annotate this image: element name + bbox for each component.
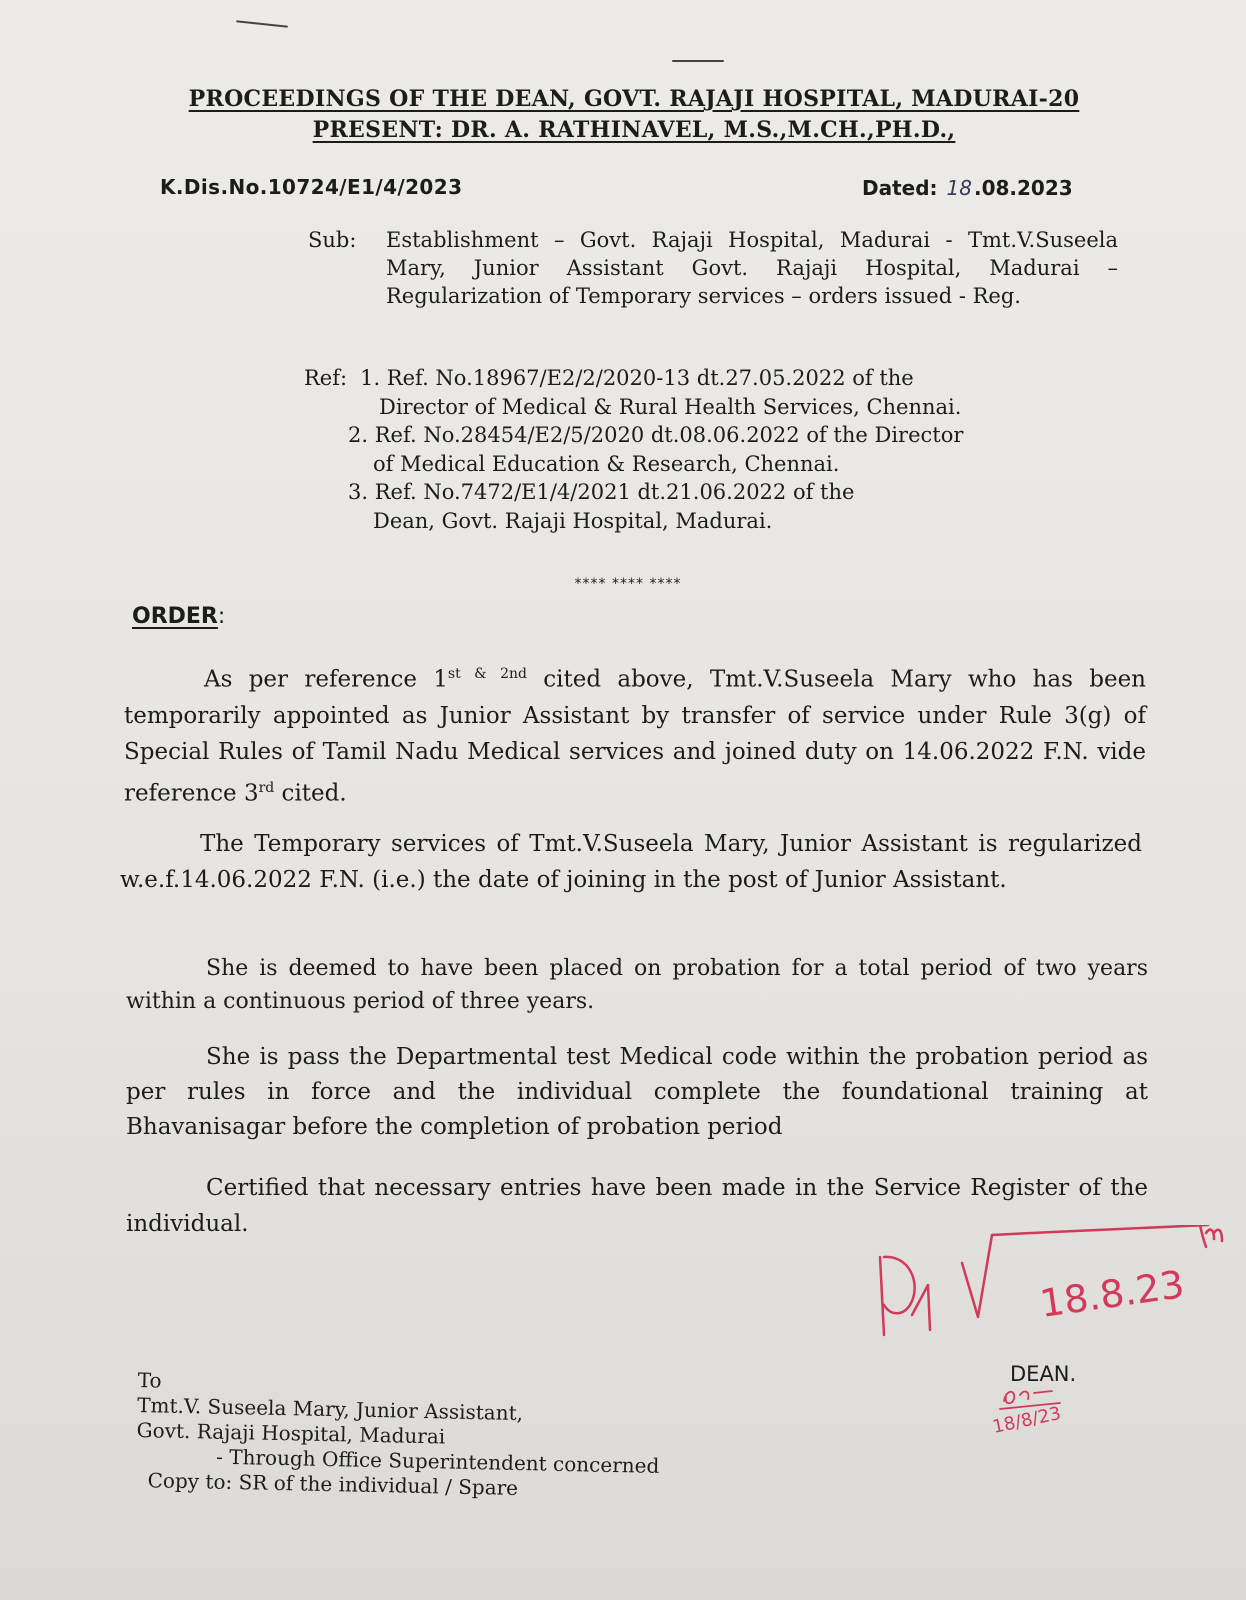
- order-paragraph: The Temporary services of Tmt.V.Suseela Mary, Junior Assistant is regularized w.e.f.14.06.2022 F.N. (i.e.) the date of joining in the post of Junior Assistant.: [120, 831, 1142, 893]
- proceedings-title: PROCEEDINGS OF THE DEAN, GOVT. RAJAJI HOSPITAL, MADURAI-20: [188, 86, 1080, 112]
- references-label: Ref:: [304, 366, 348, 390]
- order-paragraph: She is deemed to have been placed on probation for a total period of two years within a continuous period of three years.: [126, 956, 1148, 1014]
- reference-item: 2. Ref. No.28454/E2/5/2020 dt.08.06.2022 of the Director of Medical Education & Research, Chennai.: [348, 423, 964, 476]
- recipient-block: [135, 1368, 661, 1504]
- dean-designation: DEAN.: [1010, 1362, 1077, 1386]
- dated-month-year: .08.2023: [973, 176, 1073, 200]
- references-block: [304, 364, 1104, 535]
- dated-handwritten-day: 18: [946, 176, 972, 200]
- order-heading: ORDER:: [132, 604, 226, 629]
- reference-item: 3. Ref. No.7472/E1/4/2021 dt.21.06.2022 of the Dean, Govt. Rajaji Hospital, Madurai.: [348, 480, 855, 533]
- initial-date: 18/8/23: [990, 1402, 1063, 1438]
- recipient-name: Tmt.V. Suseela Mary, Junior Assistant,: [136, 1392, 524, 1426]
- dated-line: [862, 176, 1073, 200]
- pen-mark: [236, 20, 288, 27]
- order-paragraph: As per reference $1^{st \& 2nd}$ cited above, Tmt.V.Suseela Mary who has been temporarily appointed as Junior Assistant by transfer of service under Rule 3(g) of Special Rules of Tamil Nadu Medical services and joined duty on 14.06.2022 F.N. vide reference 3rd cited.: [124, 666, 1146, 807]
- dean-signature: [870, 1225, 1240, 1350]
- present-line: PRESENT: DR. A. RATHINAVEL, M.S.,M.CH.,PH.D.,: [312, 117, 956, 143]
- pen-mark: [672, 60, 724, 62]
- order-paragraph: Certified that necessary entries have been made in the Service Register of the individual.: [126, 1175, 1148, 1237]
- subject-label: Sub:: [308, 228, 357, 252]
- recipient-through: - Through Office Superintendent concerned: [215, 1444, 660, 1478]
- dean-initial: [990, 1385, 1110, 1440]
- to-label: To: [137, 1368, 162, 1393]
- recipient-address: Govt. Rajaji Hospital, Madurai: [136, 1417, 446, 1449]
- subject-block: [308, 226, 1118, 310]
- order-paragraph: She is pass the Departmental test Medical code within the probation period as per rules in force and the individual complete the foundational training at Bhavanisagar before the completion of probation period: [126, 1044, 1148, 1140]
- copy-to: Copy to: SR of the individual / Spare: [147, 1468, 519, 1500]
- dated-label: Dated:: [862, 176, 938, 200]
- separator: **** **** ****: [574, 576, 682, 592]
- subject-text: Establishment – Govt. Rajaji Hospital, Madurai - Tmt.V.Suseela Mary, Junior Assistant Govt. Rajaji Hospital, Madurai – Regularization of Temporary services – orders issued - Reg.: [386, 228, 1118, 308]
- reference-number: K.Dis.No.10724/E1/4/2023: [160, 175, 463, 199]
- reference-item: Ref: 1. Ref. No.18967/E2/2/2020-13 dt.27.05.2022 of the Director of Medical & Rural Health Services, Chennai.: [304, 366, 962, 419]
- signature-date: 18.8.23: [1037, 1262, 1187, 1326]
